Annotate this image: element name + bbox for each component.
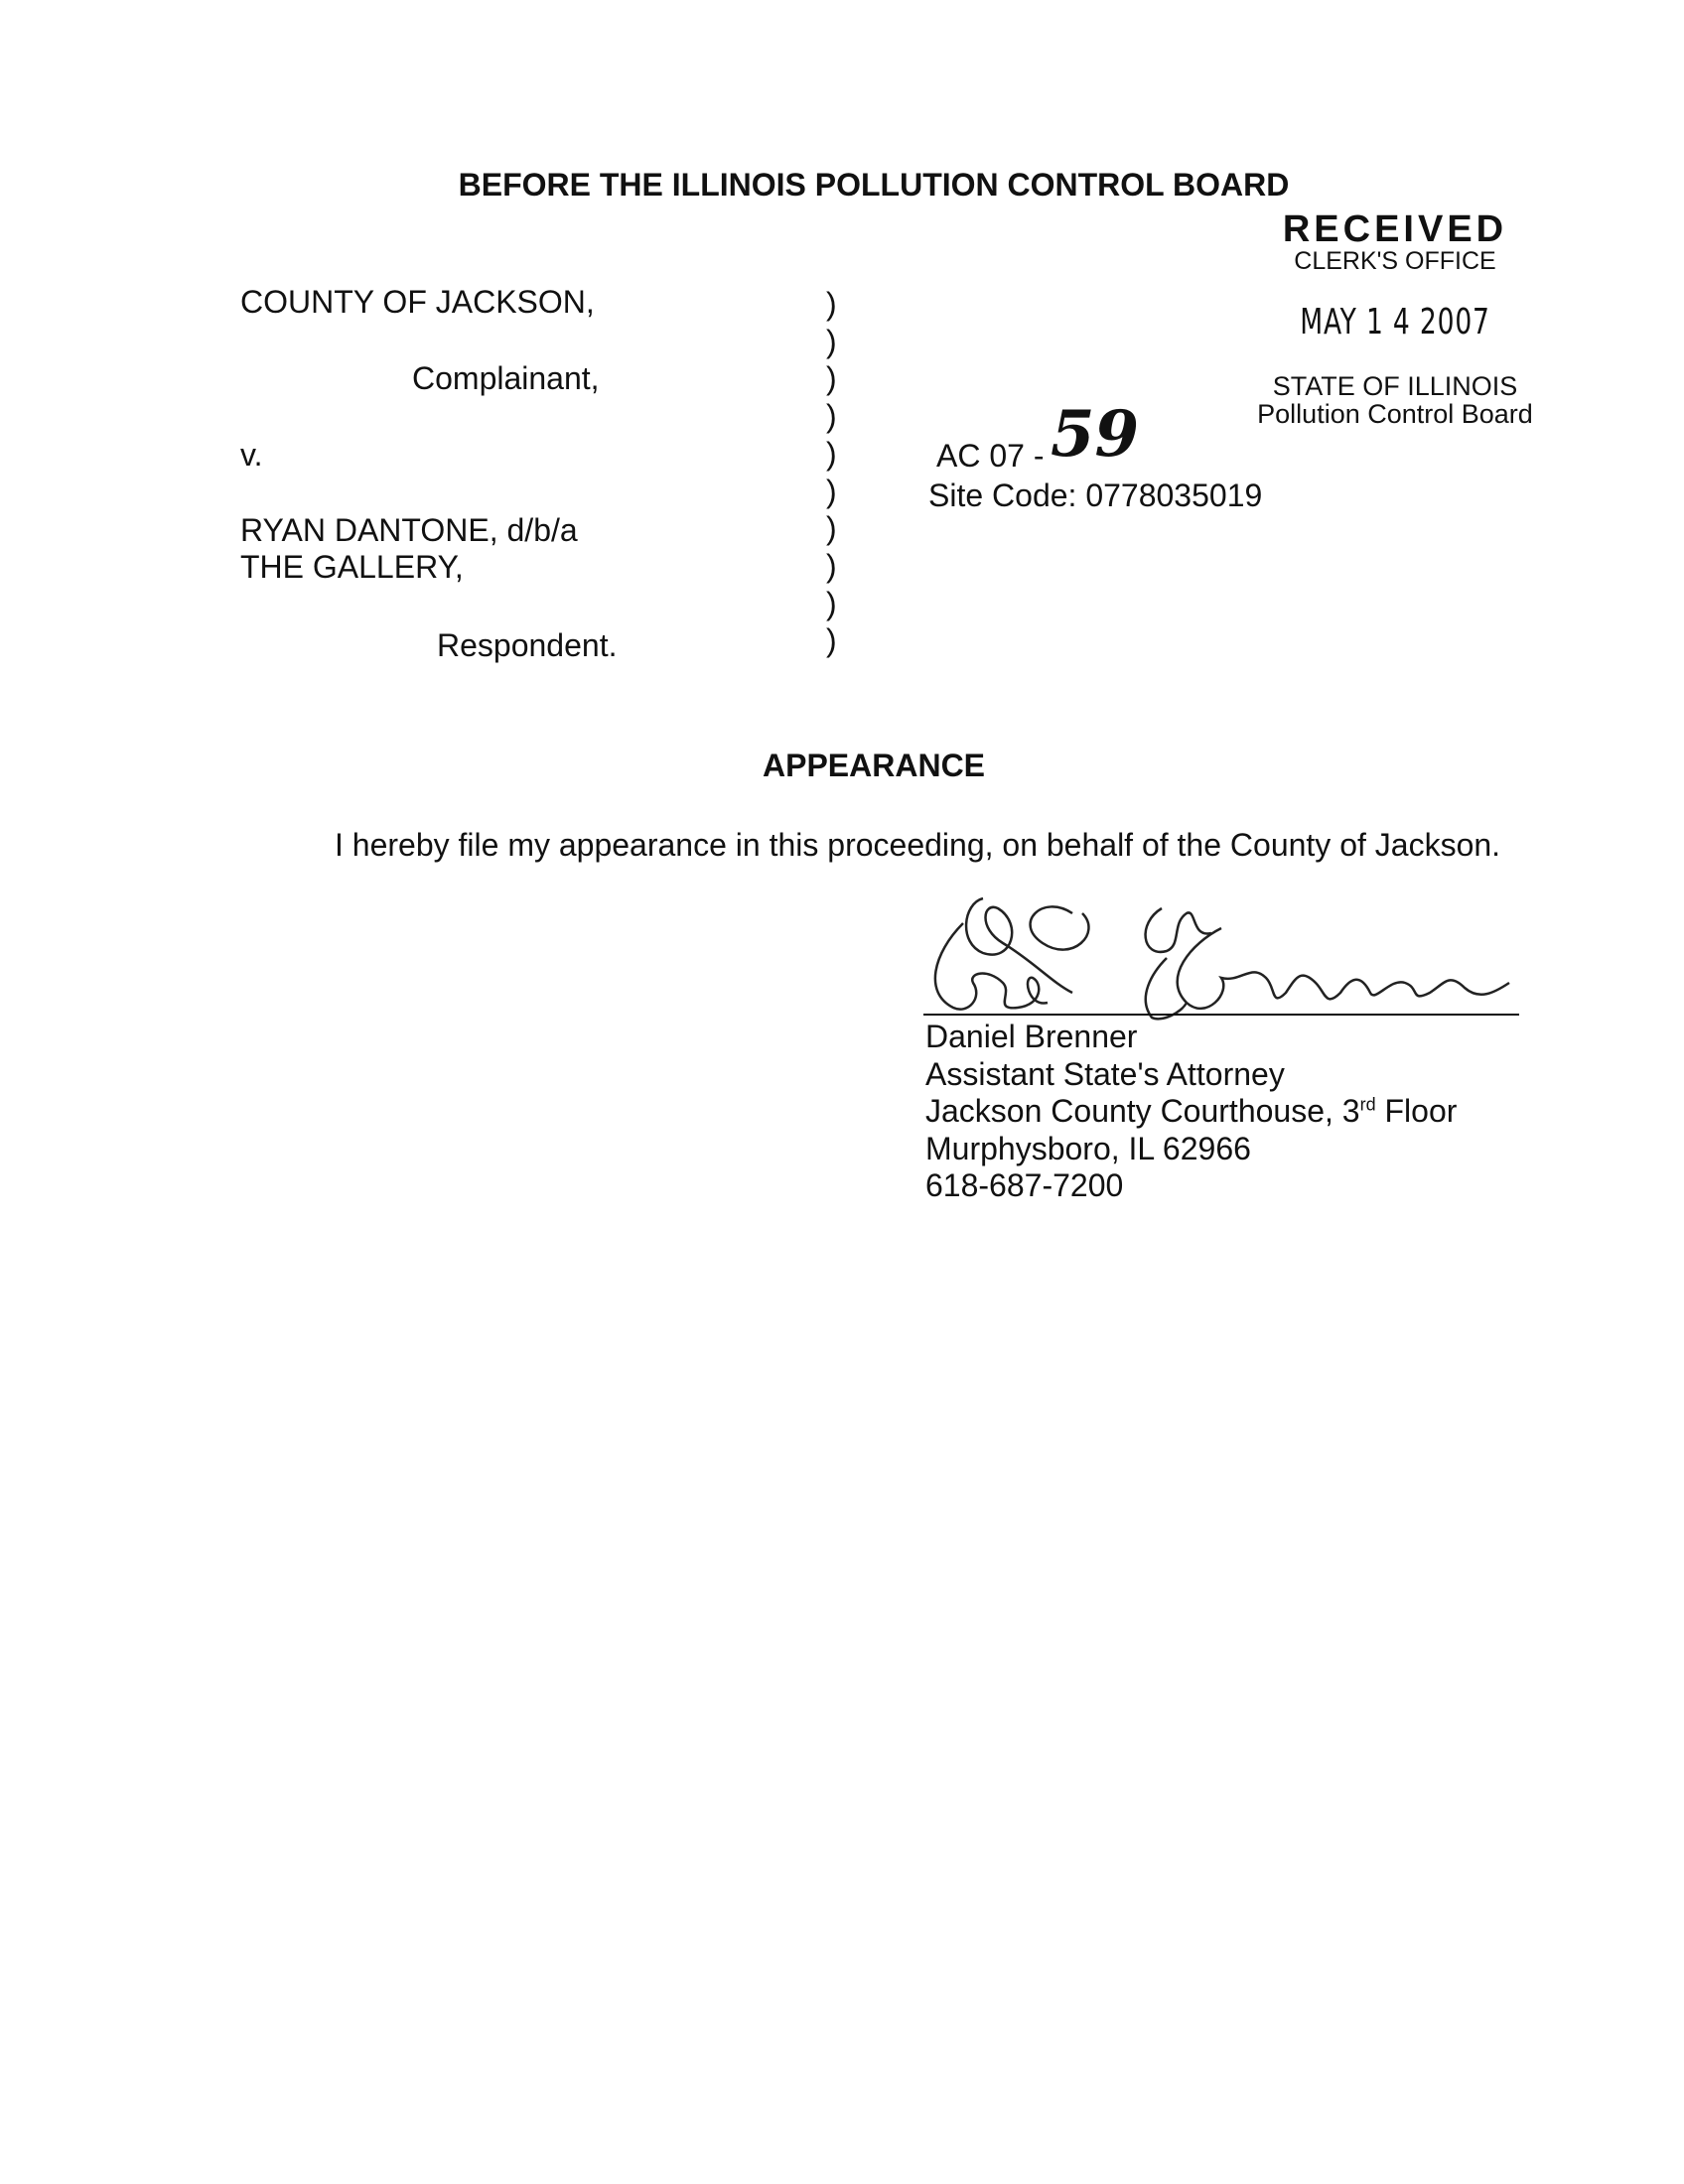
stamp-state: STATE OF ILLINOIS (1272, 371, 1518, 401)
caption-paren: ) (826, 547, 837, 584)
caption-paren: ) (826, 360, 837, 397)
address-1-ordinal: rd (1359, 1094, 1376, 1115)
stamp-board: Pollution Control Board (1257, 399, 1533, 429)
versus: v. (240, 437, 263, 473)
address-1-floor: Floor (1375, 1093, 1458, 1129)
complainant-name: COUNTY OF JACKSON, (240, 284, 595, 320)
signer-address-line-1 (925, 1093, 1457, 1131)
caption-paren: ) (826, 510, 837, 547)
respondent-name-line-1: RYAN DANTONE, d/b/a (240, 512, 578, 548)
appearance-statement: I hereby file my appearance in this proceeding, on behalf of the County of Jackson. (335, 827, 1501, 863)
stamp-date: MAY 1 4 2007 (1300, 302, 1490, 342)
signer-title: Assistant State's Attorney (925, 1055, 1285, 1092)
signature-line (923, 1014, 1519, 1016)
signer-phone: 618-687-7200 (925, 1167, 1124, 1203)
respondent-name-line-2: THE GALLERY, (240, 549, 464, 585)
caption-paren: ) (826, 585, 837, 621)
case-number-prefix: AC 07 - (936, 438, 1045, 474)
caption-paren: ) (826, 398, 837, 435)
court-title: BEFORE THE ILLINOIS POLLUTION CONTROL BOARD (458, 167, 1290, 203)
received-stamp (1246, 210, 1544, 428)
site-code: Site Code: 0778035019 (928, 478, 1263, 513)
caption-paren: ) (826, 473, 837, 509)
address-1-text: Jackson County Courthouse, 3 (925, 1093, 1360, 1129)
caption-paren: ) (826, 622, 837, 659)
caption-parentheses (826, 286, 837, 660)
signature (923, 884, 1519, 1023)
signature-block (925, 1019, 1457, 1205)
caption-paren: ) (826, 286, 837, 322)
respondent-role: Respondent. (437, 627, 618, 663)
handwritten-case-number: 59 (1051, 397, 1140, 472)
document-heading: APPEARANCE (762, 748, 986, 783)
stamp-received: RECEIVED (1282, 208, 1508, 250)
signer-name: Daniel Brenner (925, 1019, 1138, 1054)
caption-paren: ) (826, 323, 837, 359)
signer-address-line-2: Murphysboro, IL 62966 (925, 1130, 1251, 1166)
caption-paren: ) (826, 435, 837, 472)
stamp-office: CLERK'S OFFICE (1294, 247, 1496, 275)
complainant-role: Complainant, (412, 360, 600, 396)
